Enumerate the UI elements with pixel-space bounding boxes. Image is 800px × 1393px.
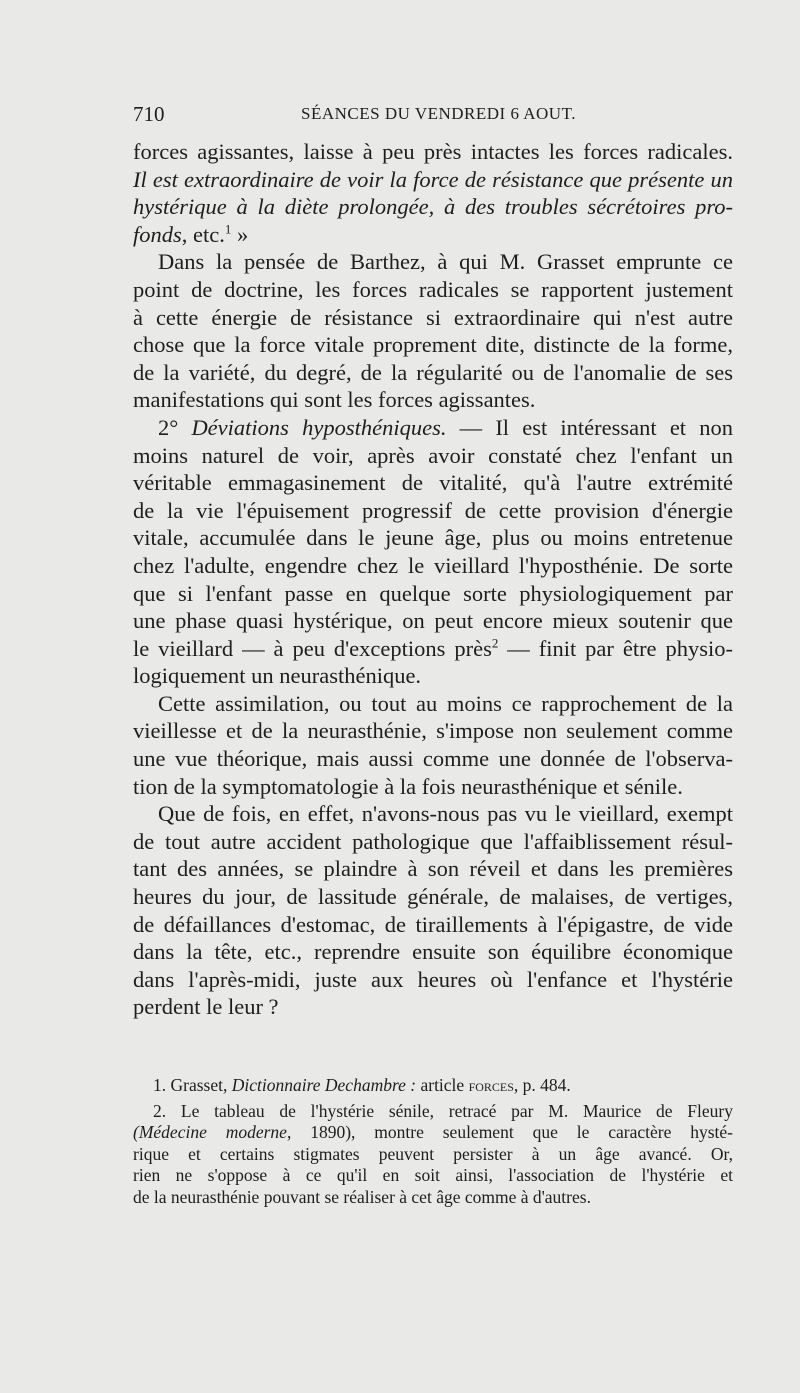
text-line: hystérique à la diète prolongée, à des troubles sécrétoires pro- [133, 194, 733, 220]
text-run: — finit par être physio- [498, 635, 733, 661]
text-line: véritable emmagasinement de vitalité, qu'à l'autre extrémité [133, 470, 733, 496]
text-line [133, 635, 733, 663]
paragraph-2 [133, 248, 733, 414]
text-line: tant des années, se plaindre à son réveil et dans les premières [133, 856, 733, 882]
text-line: dans l'après-midi, juste aux heures où l'enfance et l'hystérie [133, 966, 733, 992]
italic-title: Dictionnaire Dechambre : [231, 1075, 417, 1095]
footnote-2-line: rique et certains stigmates peuvent persister à un âge avancé. Or, [133, 1143, 733, 1164]
text-line: de défaillances d'estomac, de tiraillements à l'épigastre, de vide [133, 911, 733, 937]
text-line: que si l'enfant passe en quelque sorte physiologiquement par [133, 580, 733, 606]
text-run: , etc. [181, 221, 225, 247]
footnote-2-line: rien ne s'oppose à ce qu'il en soit ainsi, l'association de l'hystérie et [133, 1165, 733, 1185]
body-text [133, 138, 733, 1021]
page-number: 710 [133, 102, 165, 126]
text-line: Que de fois, en effet, n'avons-nous pas vu le vieillard, exempt [158, 801, 733, 827]
text-run: , p. 484. [513, 1075, 571, 1095]
footnote-2-line [133, 1122, 733, 1144]
text-line: dans la tête, etc., reprendre ensuite son équilibre économique [133, 939, 733, 965]
text-run: — Il est intéressant et non [446, 414, 733, 440]
paragraph-4 [133, 690, 733, 800]
text-line: logiquement un neurasthénique. [133, 663, 422, 689]
text-line [133, 221, 733, 249]
text-line: Il est extraordinaire de voir la force de résistance que présente un [133, 166, 733, 192]
text-line: tion de la symptomatologie à la fois neurasthénique et sénile. [133, 773, 683, 799]
running-title: SÉANCES DU VENDREDI 6 AOUT. [301, 104, 576, 123]
text-line: chez l'adulte, engendre chez le vieillard l'hyposthénie. De sorte [133, 552, 733, 578]
text-line: heures du jour, de lassitude générale, de malaises, de vertiges, [133, 884, 733, 910]
italic-word: fonds [133, 221, 182, 247]
footnote-1 [133, 1075, 733, 1097]
text-line: Cette assimilation, ou tout au moins ce rapprochement de la [158, 690, 733, 716]
text-line: une vue théorique, mais aussi comme une donnée de l'observa- [133, 746, 733, 772]
page-header [133, 102, 733, 132]
section-number: 2° [158, 414, 192, 440]
paragraph-1 [133, 138, 733, 248]
paragraph-3 [133, 414, 733, 690]
text-line: forces agissantes, laisse à peu près intactes les forces radicales. [133, 139, 733, 164]
section-heading: Déviations hyposthéniques. [191, 414, 447, 440]
footnote-2-line: 2. Le tableau de l'hystérie sénile, retracé par M. Maurice de Fleury [153, 1100, 733, 1121]
text-line: chose que la force vitale proprement dite, distincte de la forme, [133, 332, 733, 358]
text-line: de la variété, du degré, de la régularité ou de l'anomalie de ses [133, 359, 733, 385]
text-line: de tout autre accident pathologique que l'affaiblissement résul- [133, 828, 733, 854]
text-run: » [231, 221, 249, 247]
text-line: une phase quasi hystérique, on peut encore mieux soutenir que [133, 608, 733, 634]
text-line: moins naturel de voir, après avoir constaté chez l'enfant un [133, 442, 733, 468]
text-line: Dans la pensée de Barthez, à qui M. Grasset emprunte ce [158, 249, 733, 275]
text-line [133, 414, 733, 442]
text-line: manifestations qui sont les forces agissantes. [133, 387, 536, 413]
footnotes [133, 1075, 733, 1208]
text-line: à cette énergie de résistance si extraordinaire qui n'est autre [133, 304, 733, 330]
text-run: le vieillard — à peu d'exceptions près [133, 635, 492, 661]
footnote-ref-2: 2 [491, 635, 499, 651]
text-line: perdent le leur ? [133, 994, 279, 1020]
footnote-ref-1: 1 [224, 221, 232, 237]
text-line: vitale, accumulée dans le jeune âge, plus ou moins entretenue [133, 525, 733, 551]
text-line: de la vie l'épuisement progressif de cette provision d'énergie [133, 497, 733, 523]
footnote-2-line: de la neurasthénie pouvant se réaliser à cet âge comme à d'autres. [133, 1186, 591, 1207]
text-run: , 1890), montre seulement que le caractère hysté- [286, 1122, 733, 1142]
paragraph-5 [133, 800, 733, 1021]
italic-title: (Médecine moderne [133, 1122, 287, 1142]
text-line: point de doctrine, les forces radicales se rapportent justement [133, 276, 733, 302]
small-caps-term: forces [468, 1075, 514, 1095]
text-run: 1. Grasset, [153, 1075, 232, 1095]
text-line: vieillesse et de la neurasthénie, s'impose non seulement comme [133, 718, 733, 744]
text-run: article [416, 1075, 469, 1095]
